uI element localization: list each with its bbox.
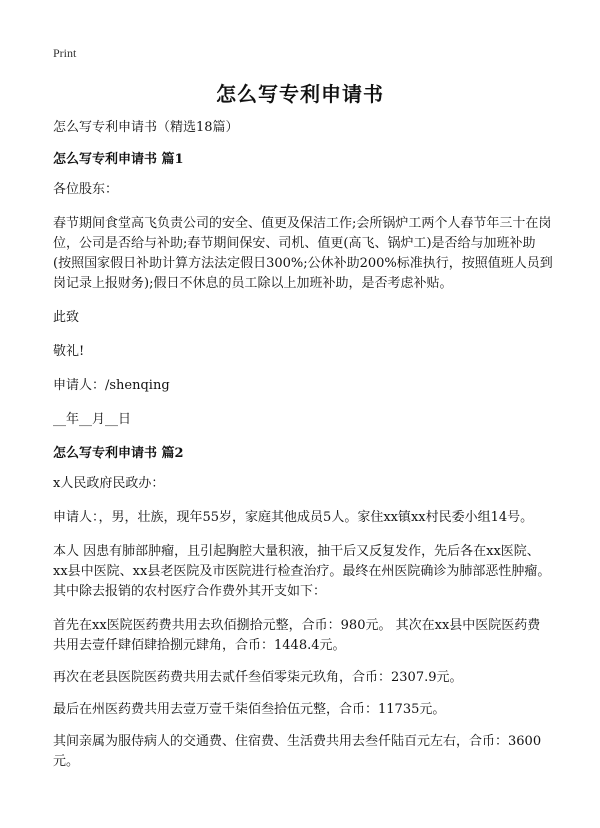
body-paragraph-4: 首先在xx医院医药费共用去玖佰捌拾元整，合币：980元。 其次在xx县中医院医药费共用去壹仟肆佰肆拾捌元肆角，合币：1448.4元。 xyxy=(53,618,541,653)
closing-line-2: 敬礼! xyxy=(53,344,85,359)
page-title: 怎么写专利申请书 xyxy=(216,82,384,106)
body-paragraph-5: 再次在老县医院医药费共用去贰仟叁佰零柒元玖角，合币：2307.9元。 xyxy=(53,670,463,685)
salutation-1: 各位股东： xyxy=(53,182,119,197)
body-paragraph-7: 其间亲属为服侍病人的交通费、住宿费、生活费共用去叁仟陆百元左右，合币：3600元。 xyxy=(53,734,542,769)
document-body xyxy=(53,118,553,784)
section-heading-1: 怎么写专利申请书 篇1 xyxy=(53,152,184,167)
applicant-line: 申请人：/shenqing xyxy=(53,378,170,393)
salutation-2: x人民政府民政办： xyxy=(53,476,165,491)
closing-line-1: 此致 xyxy=(53,310,80,325)
date-line: __年__月__日 xyxy=(53,412,132,427)
body-paragraph-6: 最后在州医药费共用去壹万壹千柒佰叁拾伍元整，合币：11735元。 xyxy=(53,702,446,717)
body-paragraph-2: 申请人：，男，壮族，现年55岁，家庭其他成员5人。家住xx镇xx村民委小组14号。 xyxy=(53,510,534,525)
body-paragraph-3: 本人 因患有肺部肿瘤，且引起胸腔大量积液，抽干后又反复发作，先后各在xx医院、xx县中医院、xx县老医院及市医院进行检查治疗。最终在州医院确诊为肺部恶性肿瘤。其中除去报销的农村医疗合作费外其开支如下： xyxy=(53,544,551,599)
document-subtitle: 怎么写专利申请书（精选18篇） xyxy=(53,120,239,135)
body-paragraph-1: 春节期间食堂高飞负责公司的安全、值更及保洁工作;会所锅炉工两个人春节年三十在岗位，公司是否给与补助;春节期间保安、司机、值更(高飞、锅炉工)是否给与加班补助(按照国家假日补助计算方法法定假日300%;公休补助200%标准执行，按照值班人员到岗记录上报财务);假日不休息的员工除以上加班补助，是否考虑补贴。 xyxy=(53,216,553,291)
print-label: Print xyxy=(53,46,77,60)
section-heading-2: 怎么写专利申请书 篇2 xyxy=(53,446,184,461)
